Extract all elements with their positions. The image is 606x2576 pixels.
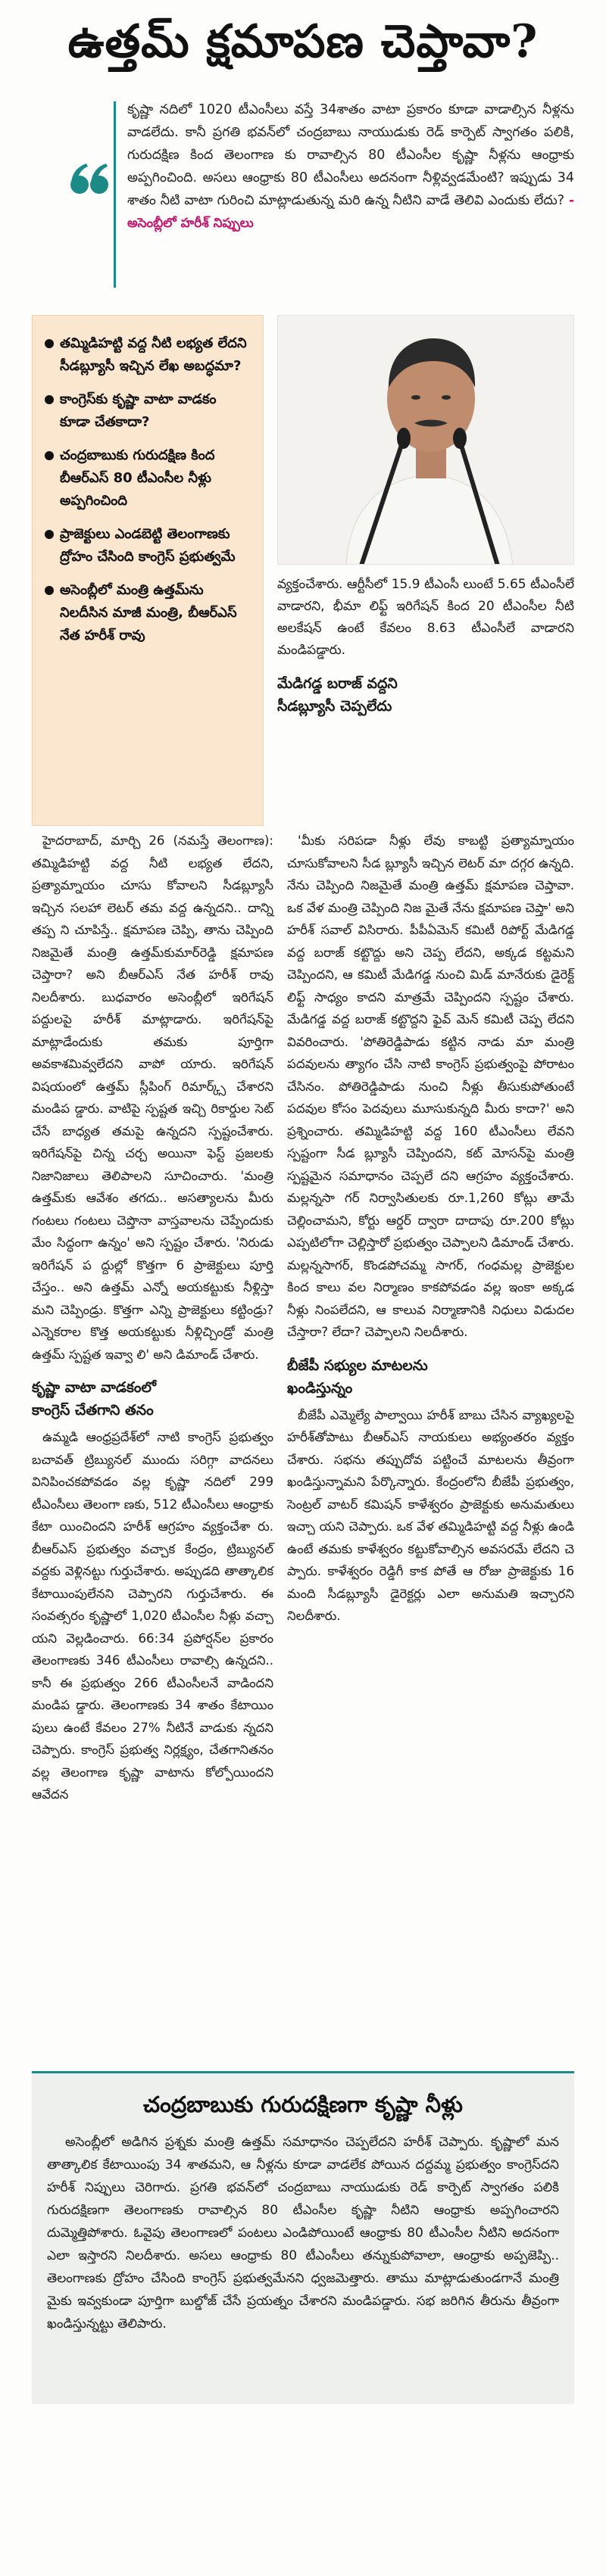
subhead-line: కాంగ్రెస్ చేతగాని తనం xyxy=(32,1402,154,1419)
subhead-line: కృష్ణా వాటా వాడకంలో xyxy=(32,1379,157,1396)
highlight-text: కాంగ్రెస్‌కు కృష్ణా వాటా వాడకం కూడా చేతకాదా? xyxy=(60,391,217,430)
subhead-line: ఖండిస్తున్నం xyxy=(287,1379,353,1397)
speaker-photo xyxy=(277,315,574,565)
page-headline: ఉత్తమ్ క్షమాపణ చెప్తావా? xyxy=(67,15,539,68)
quote-body: కృష్ణా నదిలో 1020 టీఎంసీలు వస్తే 34శాతం వాటా ప్రకారం కూడా వాడాల్సిన నీళ్లను వాడలేదు. కానీ ప్రగతి భవన్‌లో చంద్రబాబు నాయుడుకు రెడ్ కార్పెట్ స్వాగతం పలికి, గురుదక్షిణ కింద తెలంగాణ కు రావాల్సిన 80 టీఎంసీల కృష్ణా నీళ్లను ఆంధ్రాకు అప్పగించింది. అసలు ఆంధ్రాకు 80 టీఎంసీలు అదనంగా నీళ్లివ్వడమేంటి? ఇప్పుడు 34 శాతం నీటి వాటా గురించి మాట్లాడుతున్న మరి ఉన్న నీటిని వాడే తెలివి ఎందుకు లేదు? xyxy=(127,102,574,208)
highlight-item xyxy=(45,444,251,512)
subhead-bjp-remarks xyxy=(287,1354,574,1400)
bullet-dot-icon xyxy=(45,586,54,595)
subhead-line: సీడబ్ల్యూసీ చెప్పలేదు xyxy=(277,698,392,715)
bottom-box-text: అసెంబ్లీలో అడిగిన ప్రశ్నకు మంత్రి ఉత్తమ్ సమాధానం చెప్పలేదని హరీశ్ చెప్పారు. కృష్ణాలో మన తాత్కాలిక కేటాయింపు 34 శాతమని, ఆ నీళ్లను కూడా వాడలేక పోయిన దద్దమ్మ ప్రభుత్వం కాంగ్రెస్‌దని హరీశ్ నిప్పులు చెరిగారు. ప్రగతి భవన్‌లో చంద్రబాబు నాయుడుకు రెడ్ కార్పెట్ స్వాగతం పలికి గురుదక్షిణగా తెలంగాణకు రావాల్సిన 80 టీఎంసీల కృష్ణా నీటిని ఆంధ్రాకు అప్పగించారని దుమ్మెత్తిపోశారు. ఓవైపు తెలంగాణలో పంటలు ఎండిపోయింటే ఆంధ్రాకు 80 టీఎంసీల నీటిని అదనంగా ఎలా ఇస్తారని నిలదీశారు. అసలు ఆంధ్రాకు 80 టీఎంసీలు తన్నుకుపోవాలా, ఆంధ్రాకు అప్పజెప్పి.. తెలంగాణకు ద్రోహం చేసింది కాంగ్రెస్ ప్రభుత్వమేనని ధ్వజమెత్తారు. తాము మాట్లాడుతుండగానే మంత్రి మైకు ఇవ్వకుండా పూర్తిగా బుల్డోజ్ చేసే ప్రయత్నం చేశారని మండిపడ్డారు. సభ జరిగిన తీరును తీవ్రంగా ఖండిస్తున్నట్టు తెలిపారు. xyxy=(47,2135,559,2331)
quote-mark-icon xyxy=(68,159,111,201)
quote-text xyxy=(114,98,574,235)
highlights-box xyxy=(32,315,264,826)
highlight-item xyxy=(45,332,251,378)
bullet-dot-icon xyxy=(45,339,54,348)
bullet-dot-icon xyxy=(45,530,54,539)
quote-rule xyxy=(114,101,116,288)
highlight-item xyxy=(45,523,251,568)
highlight-text: అసెంబ్లీలో మంత్రి ఉత్తమ్‌ను నిలదీసిన మాజీ మంత్రి, బీఆర్ఎస్ నేత హరీశ్ రావు xyxy=(60,582,237,643)
quote-block xyxy=(32,98,574,310)
highlight-text: ప్రాజెక్టులు ఎండబెట్టి తెలంగాణకు ద్రోహం చేసింది కాంగ్రెస్ ప్రభుత్వమే xyxy=(60,526,236,565)
upper-row xyxy=(32,315,574,830)
right-upper-column xyxy=(277,315,574,830)
subhead-medigadda xyxy=(277,672,574,718)
quote-attribution: - అసెంబ్లీలో హరీశ్ నిప్పులు xyxy=(127,193,574,231)
photo-adjacent-text: వ్యక్తంచేశారు. ఆర్టీసీలో 15.9 టీఎంసీ లుంటే 5.65 టీఎంసీలే వాడారని, భీమా లిఫ్ట్ ఇరిగేషన్ కింద 20 టీఎంసీల నీటి అలకేషన్ ఉంటే కేవలం 8.63 టీఎంసీలే వాడారని మండిపడ్డారు. xyxy=(277,577,574,658)
subhead-krishna-share xyxy=(32,1376,273,1422)
speaker-photo-illustration xyxy=(278,316,574,565)
article-paragraph: హైదరాబాద్, మార్చి 26 (నమస్తే తెలంగాణ): తమ్మిడిహట్టి వద్ద నీటి లభ్యత లేదని, ప్రత్యామ్నాయం చూసు కోవాలని సీడబ్ల్యూసీ ఇచ్చిన సలహా లెటర్ తమ వద్ద ఉన్నదని.. దాన్ని తప్ప ని చూపిస్తే.. క్షమాపణ చెప్పి, తాను చెప్పింది నిజమైతే మంత్రి ఉత్తమ్‌కుమార్‌రెడ్డి క్షమాపణ చెప్తారా? అని బీఆర్ఎస్ నేత హరీశ్ రావు నిలదీశారు. బుధవారం అసెంబ్లీలో ఇరిగేషన్ పద్దులపై హరీశ్ మాట్లాడారు. ఇరిగేషన్‌పై మాట్లాడేందుకు తమకు పూర్తిగా అవకాశమివ్వలేదని వాపో యారు. ఇరిగేషన్ విషయంలో ఉత్తమ్ స్లీపింగ్ రిమార్క్స్ చేశారని మండిప డ్డారు. వాటిపై స్పష్టత ఇచ్చి రికార్డుల సెట్ చేసే బాధ్యత తమపై ఉన్నదని స్పష్టంచేశారు. ఇరిగేషన్‌పై చిన్న చర్చ అయినా ఫెస్ట్ ప్రజలకు నిజానిజాలు తెలిపాలని సూచించారు. 'మంత్రి ఉత్తమ్‌కు ఆవేశం తగదు.. అసత్యాలను మీరు గంటలు గంటలు చెప్తొనా వాస్తవాలను చెప్పేందుకు మేం సిద్ధంగా ఉన్నం' అని స్పష్టం చేశారు. 'నిరుడు ఇరిగేషన్ ప ద్దుల్లో కొత్తగా 6 ప్రాజెక్టులు పూర్తి చేస్తం.. అని ఉత్తమ్ ఎన్నో అయకట్టుకు నీళ్లిస్తా మని చెప్పిండ్రు. కొత్తగా ఎన్ని ప్రాజెక్టులు కట్టిండ్రు? ఎన్నెకరాల కొత్త అయకట్టుకు నీళ్లిచ్చిండ్రో మంత్రి ఉత్తమ్ స్పష్టత ఇవ్వా లి' అని డిమాండ్ చేశారు. xyxy=(32,833,274,1362)
article-columns xyxy=(32,830,574,2056)
highlight-item xyxy=(45,579,251,647)
bullet-dot-icon xyxy=(45,395,54,404)
bottom-box xyxy=(32,2071,574,2404)
article-paragraph: 'మీకు సరిపడా నీళ్లు లేవు కాబట్టి ప్రత్యామ్నాయం చూసుకోవాలని సీడ బ్ల్యూసీ ఇచ్చిన లెటర్ మా దగ్గర ఉన్నది. నేను చెప్పింది నిజమైతే మంత్రి ఉత్తమ్ క్షమాపణ చెప్తావా. ఒక వేళ మంత్రి చెప్పింది నిజ మైతే నేను క్షమాపణ చెప్తా' అని హరీశ్ సవాల్ విసిరారు. పీపీఏమెన్ కమిటీ రిపోర్ట్ మేడిగడ్డ వద్ద బరాజ్ కట్టొద్దు అని చెప్ప లేదని, అక్కడ కట్టమని చెప్పిందని, ఆ కమిటీ మేడిగడ్డ నుంచి మిడ్ మానేరుకు డైరెక్ట్ లిఫ్ట్ సాధ్యం కాదని మాత్రమే చెప్పిందని స్పష్టం చేశారు. మేడిగడ్డ వద్ద బరాజ్ కట్టొద్దని ఫైవ్ మెన్ కమిటీ చెప్ప లేదని వివరించారు. 'పోతిరెడ్డిపాడు కట్టిన నాడు మా మంత్రి పదవులను త్యాగం చేసి నాటి కాంగ్రెస్ ప్రభుత్వంపై పోరాటం చేసినం. పోతిరెడ్డిపాడు నుంచి నీళ్లు తీసుకుపోతుంటే పదవుల కోసం పెదవులు మూసుకున్నది మీరు కాదా?' అని ప్రశ్నించారు. తమ్మిడిహట్టి వద్ద 160 టీఎంసీలు లేవని స్పష్టంగా సీడ బ్ల్యూసీ చెప్పిందని, కట్ మోసన్‌పై మంత్రి స్పష్టమైన సమాధానం చెప్పలే దని ఆగ్రహం వ్యక్తంచేశారు. మల్లన్నసా గర్ నిర్వాసితులకు రూ.1,260 కోట్లు తామే చెల్లించామని, కోర్టు ఆర్డర్ ద్వారా దాదాపు రూ.200 కోట్లు ఎప్పటిలోగా చెల్లిస్తారో ప్రభుత్వం చెప్పాలని డిమాండ్ చేశారు. మల్లన్నసాగర్, కొండపోచమ్మ సాగర్, గంధమల్ల ప్రాజెక్టుల కింద కాలు వల నిర్మాణం కాకపోవడం వల్ల ఇంకా అక్కడ నీళ్లు నింపలేదని, ఆ కాలువ నిర్మాణానికి నిధులు విడుదల చేస్తారా? లేదా? చెప్పాలని నిలదీశారు. xyxy=(287,833,574,1339)
bullet-dot-icon xyxy=(45,451,54,460)
article-paragraph: బీజేపీ ఎమ్మెల్యే పాల్వాయి హరీశ్ బాబు చేసిన వ్యాఖ్యలపై హరీశ్‌తోపాటు బీఆర్ఎస్ నాయకులు అభ్యంతరం వ్యక్తం చేశారు. సభను తప్పుదోవ పట్టించే మాటలను తీవ్రంగా ఖండిస్తున్నామని పేర్కొన్నారు. కేంద్రంలోని బీజేపీ ప్రభుత్వం, సెంట్రల్ వాటర్ కమిషన్ కాళేశ్వరం ప్రాజెక్టుకు అనుమతులు ఇచ్చా యని చెప్పారు. ఒక వేళ తమ్మిడిహట్టి వద్ద నీళ్లు ఉండి ఉంటే తమకు కాళేశ్వరం కట్టుకోవాల్సిన అవసరమే లేదని చె ప్పారు. కాళేశ్వరం రెడ్డిగీ కాక పోతే ఆ రోజు ప్రాజెక్టుకు 16 మంది సీడబ్ల్యూసీ డైరెక్టర్లు ఎలా అనుమతి ఇచ్చారని నిలదీశారు. xyxy=(287,1407,574,1623)
article-paragraph: ఉమ్మడి ఆంధ్రప్రదేశ్‌లో నాటి కాంగ్రెస్ ప్రభుత్వం బచావత్ ట్రిబ్యునల్ ముందు సరిగ్గా వాదనలు వినిపించకపోవడం వల్ల కృష్ణా నదిలో 299 టీఎంసీలు తెలంగా ణకు, 512 టీఎంసీలు ఆంధ్రాకు కేటా యించిందని హరీశ్ ఆగ్రహం వ్యక్తంచేశా రు. బీఆర్ఎస్ ప్రభుత్వం వచ్చాక కేంద్రం, ట్రిబ్యునల్ వద్దకు వెళ్లినట్టు గుర్తుచేశారు. అప్పుడది తాత్కాలిక కేటాయింపులేనని చెప్పారని గుర్తుచేశారు. ఈ సంవత్సరం కృష్ణాలో 1,020 టీఎంసీల నీళ్లు వచ్చా యని వెల్లడించారు. 66:34 ప్రపోర్షన్‌ల ప్రకారం తెలంగాణకు 346 టీఎంసీలు రావాల్సి ఉన్నదని.. కానీ ఈ ప్రభుత్వం 266 టీఎంసీలనే వాడిందని మండిప డ్డారు. తెలంగాణకు 34 శాతం కేటాయిం పులు ఉంటే కేవలం 27% నీటినే వాడుకు న్నదని చెప్పారు. కాంగ్రెస్ ప్రభుత్వ నిర్లక్ష్యం, చేతగానితనం వల్ల తెలంగాణ కృష్ణా వాటాను కోల్పోయిందని ఆవేదన xyxy=(32,1430,274,1802)
subhead-line: బీజేపీ సభ్యుల మాటలను xyxy=(287,1357,428,1374)
highlight-text: తమ్మిడిహట్టి వద్ద నీటి లభ్యత లేదని సీడబ్ల్యూసీ ఇచ్చిన లేఖ అబద్ధమా? xyxy=(60,335,247,374)
highlight-text: చంద్రబాబుకు గురుదక్షిణ కింద బీఆర్ఎస్ 80 టీఎంసీల నీళ్లు అప్పగించింది xyxy=(60,447,215,509)
left-column xyxy=(32,830,273,2056)
subhead-line: మేడిగడ్డ బరాజ్ వద్దని xyxy=(277,675,398,692)
right-column xyxy=(287,830,574,2056)
bottom-box-title: చంద్రబాబుకు గురుదక్షిణగా కృష్ణా నీళ్లు xyxy=(143,2092,463,2117)
highlight-item xyxy=(45,388,251,434)
